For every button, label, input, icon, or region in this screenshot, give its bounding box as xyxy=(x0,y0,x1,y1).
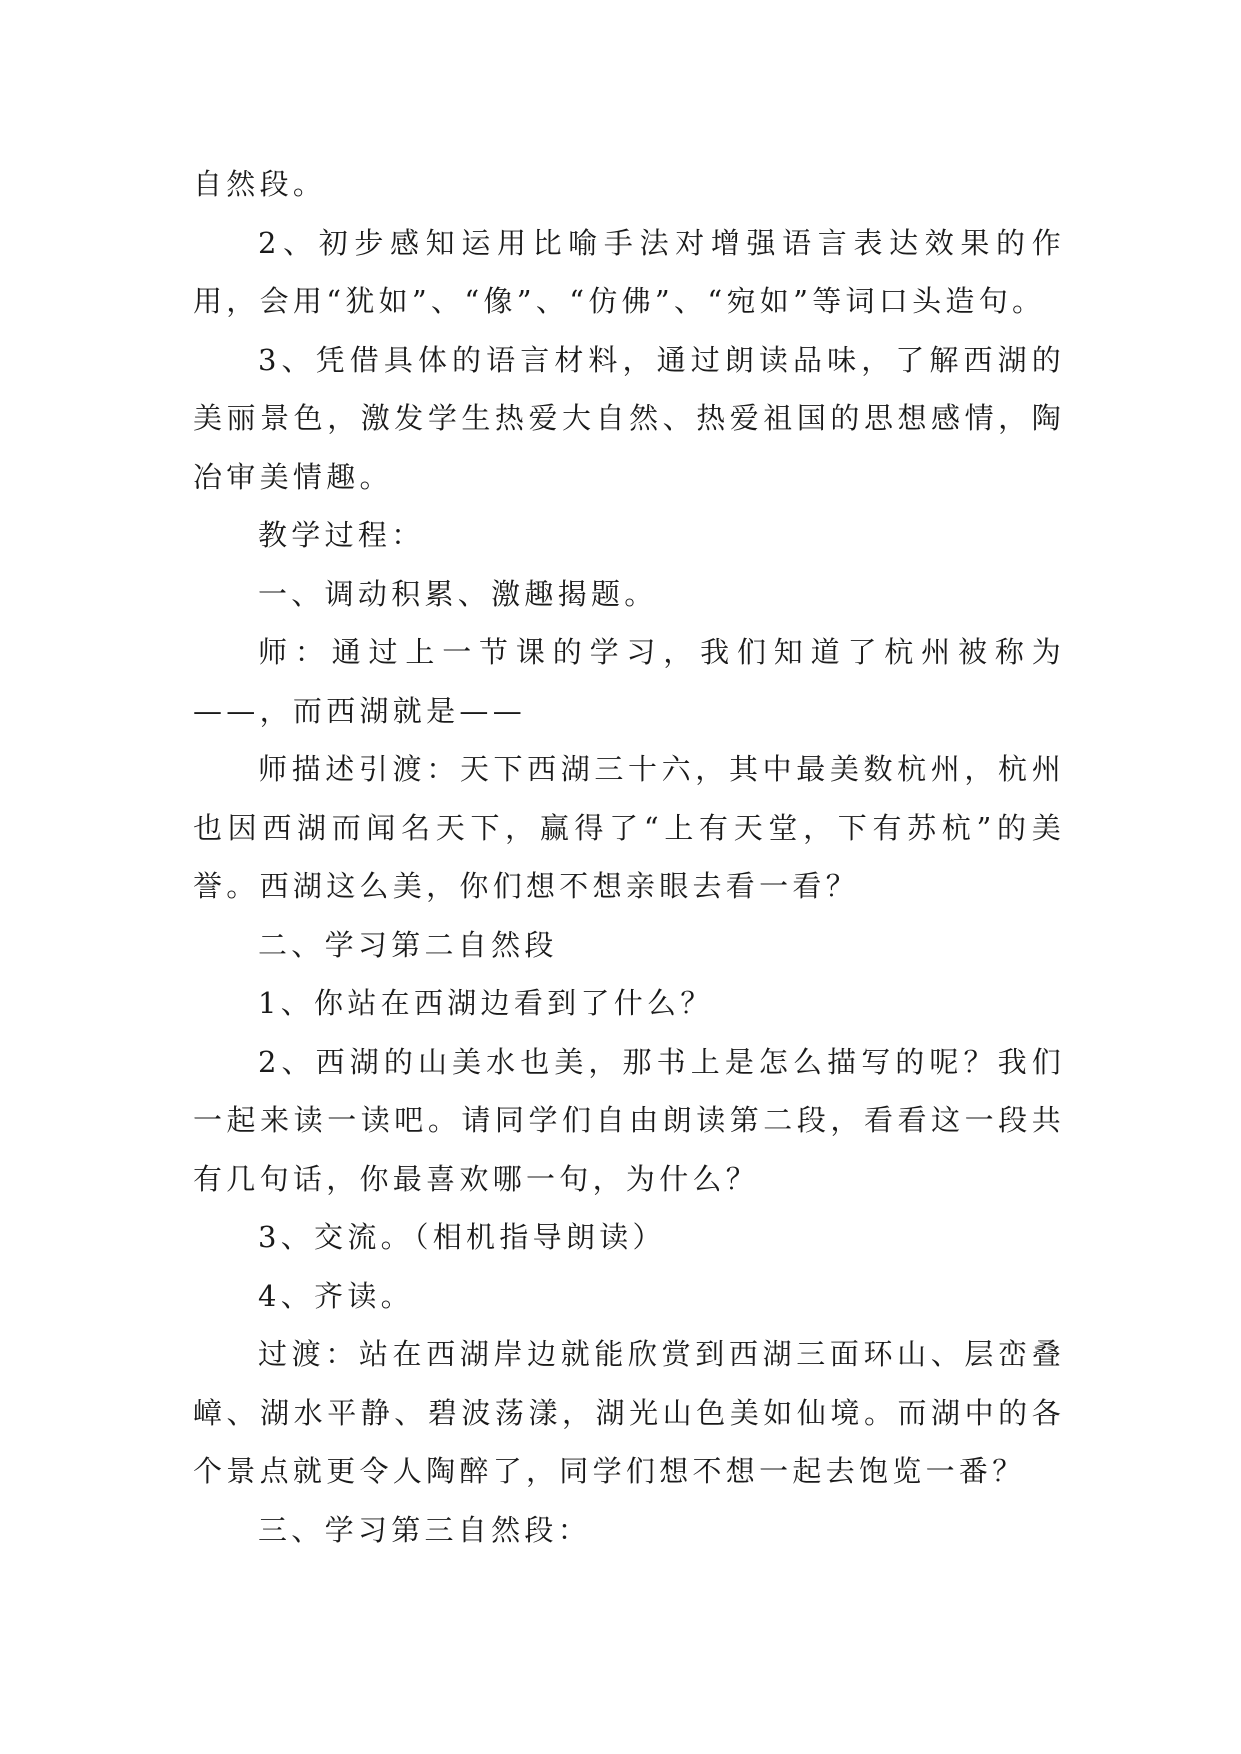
paragraph-teacher-description: 师描述引渡：天下西湖三十六，其中最美数杭州，杭州也因西湖而闻名天下，赢得了“上有天堂，下有苏杭”的美誉。西湖这么美，你们想不想亲眼去看一看？ xyxy=(193,752,1065,903)
paragraph-question-1: 1、你站在西湖边看到了什么？ xyxy=(258,986,714,1020)
paragraph-objective-3: 3、凭借具体的语言材料，通过朗读品味，了解西湖的美丽景色，激发学生热爱大自然、热爱祖国的思想感情，陶冶审美情趣。 xyxy=(193,342,1065,494)
paragraph-step-3: 3、交流。（相机指导朗读） xyxy=(258,1220,666,1254)
heading-section-2: 二、学习第二自然段 xyxy=(258,927,558,962)
paragraph-objective-2: 2、初步感知运用比喻手法对增强语言表达效果的作用，会用“犹如”、“像”、“仿佛”、“宛如”等词口头造句。 xyxy=(193,225,1065,318)
paragraph-teacher-intro: 师：通过上一节课的学习，我们知道了杭州被称为——，而西湖就是—— xyxy=(193,635,1065,728)
heading-section-3: 三、学习第三自然段： xyxy=(258,1512,592,1547)
paragraph-continuation: 自然段。 xyxy=(193,167,327,201)
paragraph-transition: 过渡：站在西湖岸边就能欣赏到西湖三面环山、层峦叠嶂、湖水平静、碧波荡漾，湖光山色美如仙境。而湖中的各个景点就更令人陶醉了，同学们想不想一起去饱览一番？ xyxy=(193,1337,1065,1488)
paragraph-step-4: 4、齐读。 xyxy=(258,1278,414,1313)
heading-section-1: 一、调动积累、激趣揭题。 xyxy=(258,576,658,611)
document-body xyxy=(193,155,1065,1559)
paragraph-question-2: 2、西湖的山美水也美，那书上是怎么描写的呢？我们一起来读一读吧。请同学们自由朗读第二段，看看这一段共有几句话，你最喜欢哪一句，为什么？ xyxy=(193,1044,1065,1196)
heading-teaching-process: 教学过程： xyxy=(258,518,425,552)
